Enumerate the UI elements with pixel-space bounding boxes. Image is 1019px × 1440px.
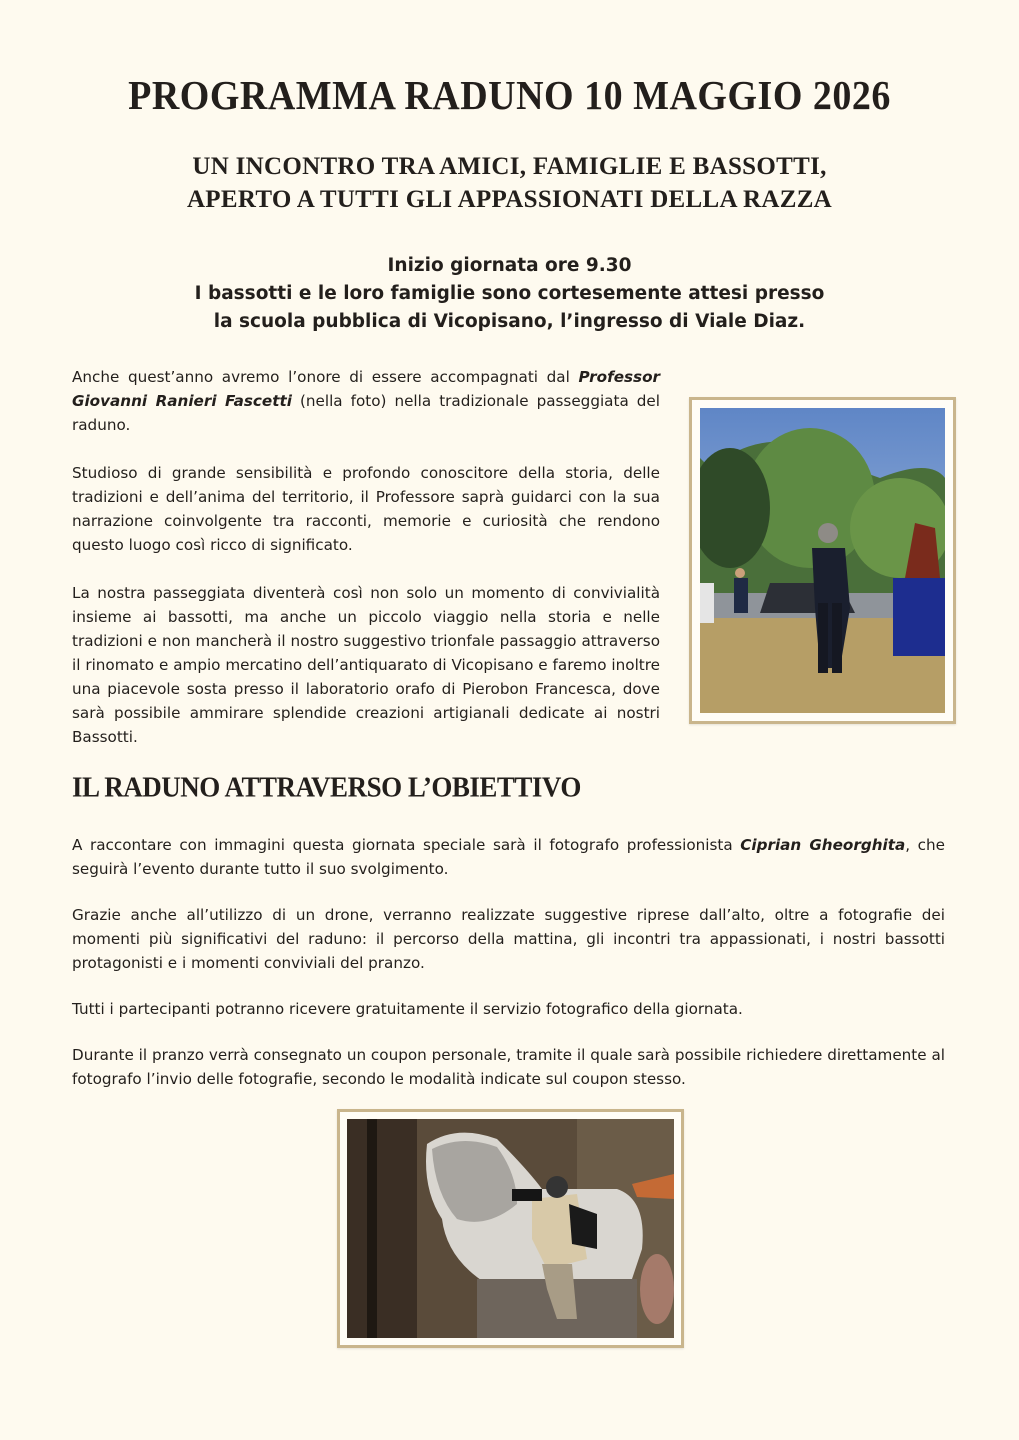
professor-photo-frame (689, 397, 956, 724)
meeting-location: la scuola pubblica di Vicopisano, l’ingresso di Viale Diaz. (213, 311, 806, 332)
intro-paragraph-2: Studioso di grande sensibilità e profondo conoscitore della storia, delle tradizioni e dell’anima del territorio, il Professore saprà guidarci con la sua narrazione coinvolgente tra racconti, memorie e curiosità che rendono questo luogo così ricco di significato. (72, 464, 660, 554)
professor-photo-image (700, 408, 945, 713)
photographer-photo-image (347, 1119, 674, 1338)
intro-paragraph-3: La nostra passeggiata diventerà così non solo un momento di convivialità insieme ai bassotti, ma anche un piccolo viaggio nella storia e nelle tradizioni e non mancherà il nostro suggestivo trionfale passaggio attraverso il rinomato e ampio mercatino dell’antiquarato di Vicopisano e faremo inoltre una piacevole sosta presso il laboratorio orafo di Pierobon Francesca, dove sarà possibile ammirare splendide creazioni artigianali dedicate ai nostri Bassotti. (72, 584, 660, 746)
intro-section (72, 365, 660, 773)
photography-paragraph-4: Durante il pranzo verrà consegnato un coupon personale, tramite il quale sarà possibile richiedere direttamente al fotografo l’invio delle fotografie, secondo le modalità indicate sul coupon stesso. (72, 1046, 945, 1088)
photography-paragraph-2: Grazie anche all’utilizzo di un drone, verranno realizzate suggestive riprese dall’alto, oltre a fotografie dei momenti più significativi del raduno: il percorso della mattina, gli incontri tra appassionati, i nostri bassotti protagonisti e i momenti conviviali del pranzo. (72, 906, 945, 972)
meeting-info-line-2: I bassotti e le loro famiglie sono cortesemente attesi presso (194, 283, 825, 304)
subtitle-line-2: APERTO A TUTTI GLI APPASSIONATI DELLA RAZZA (186, 186, 833, 213)
photography-section (72, 833, 945, 1113)
photographer-name: Ciprian Gheorghita (740, 836, 906, 854)
photography-section-heading: IL RADUNO ATTRAVERSO L’OBIETTIVO (72, 771, 581, 803)
photographer-photo (347, 1119, 674, 1338)
photographer-photo-frame (337, 1109, 684, 1348)
page-title: PROGRAMMA RADUNO 10 MAGGIO 2026 (128, 73, 891, 119)
professor-name: Professor Giovanni Ranieri Fascetti (72, 368, 660, 410)
meeting-info (0, 252, 1019, 336)
photography-paragraph-1: A raccontare con immagini questa giornata speciale sarà il fotografo professionista Ciprian Gheorghita, che seguirà l’evento durante tutto il suo svolgimento. (72, 836, 946, 878)
photography-paragraph-3: Tutti i partecipanti potranno ricevere gratuitamente il servizio fotografico della giornata. (72, 1000, 743, 1018)
page-subtitle (0, 150, 1019, 216)
subtitle-line-1: UN INCONTRO TRA AMICI, FAMIGLIE E BASSOTTI, (192, 153, 827, 180)
professor-photo (700, 408, 945, 713)
start-time: Inizio giornata ore 9.30 (387, 255, 632, 276)
intro-paragraph-1: Anche quest’anno avremo l’onore di essere accompagnati dal Professor Giovanni Ranieri Fascetti (nella foto) nella tradizionale passeggiata del raduno. (72, 368, 660, 434)
